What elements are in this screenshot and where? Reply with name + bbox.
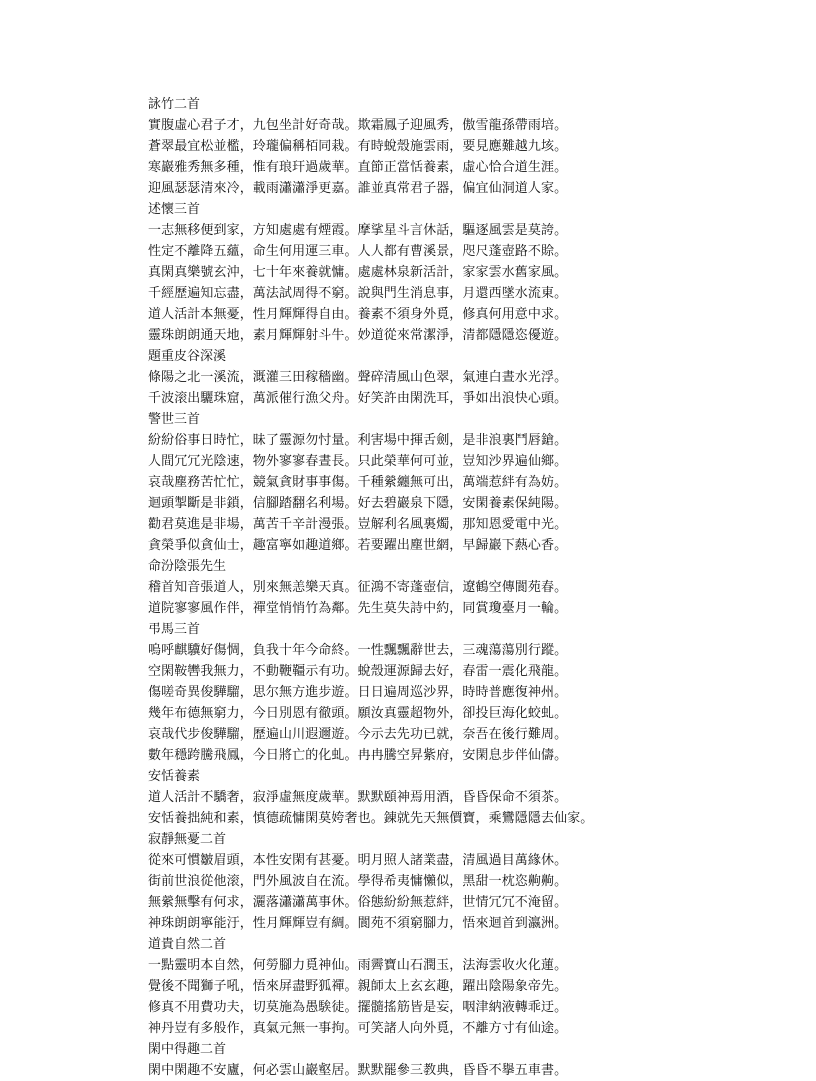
poem-line: 道人活計不驕奢，寂淨虛無度歲華。默默頤神焉用酒，昏昏保命不須茶。	[148, 790, 568, 805]
poem-line: 勸君莫進是非場，萬苦千辛計漫張。豈解利名風裏燭，那知恩愛電中光。	[148, 517, 568, 532]
poem-title: 警世三首	[148, 412, 201, 427]
poem-title: 道貴自然二首	[148, 937, 227, 952]
poem-line: 稽首知音張道人，別來無恙樂天真。征鴻不寄蓬壺信，遼鶴空傳閬苑春。	[148, 580, 568, 595]
poem-line: 神珠朗朗寧能汙，性月輝輝豈有綢。閬苑不須窮腳力，悟來迴首到瀛洲。	[148, 916, 568, 931]
poem-line: 紛紛俗事日時忙，昧了靈源勿忖量。利害場中揮舌劍，是非浪裏鬥唇鎗。	[148, 433, 568, 448]
poem-line: 人間冗冗光陰速，物外寥寥春晝長。只此榮華何可並，豈知沙界遍仙鄉。	[148, 454, 568, 469]
poem-line: 覺後不聞獅子吼，悟來屏盡野狐禪。親師太上玄玄趣，躍出陰陽象帝先。	[148, 979, 568, 994]
poem-line: 從來可慣皺眉頭，本性安閑有甚憂。明月照人諸業盡，清風過目萬緣休。	[148, 853, 568, 868]
poem-line: 真閑真樂號玄沖，七十年來養就慵。處處林泉新活計，家家雲水舊家風。	[148, 265, 568, 280]
poem-line: 一點靈明本自然，何勞腳力覓神仙。雨霽寶山石潤玉，法海雲收火化蓮。	[148, 958, 568, 973]
poem-line: 寒巖雅秀無多種，惟有琅玕過歲華。直節正當恬養素，虛心恰合道生涯。	[148, 160, 568, 175]
poem-line: 數年穩跨騰飛鳳，今日將亡的化虬。冉冉騰空昇紫府，安閑息步伴仙儔。	[148, 748, 568, 763]
poem-line: 傷嗟奇異俊驊騮，思尔無方進步遊。日日遍周巡沙界，時時普應復神州。	[148, 685, 568, 700]
poem-title: 閑中得趣二首	[148, 1042, 227, 1057]
poem-title: 命汾陰張先生	[148, 559, 227, 574]
poem-line: 街前世浪從他滚，門外風波自在流。學得希夷慵懶似，黑甜一枕恣齁齁。	[148, 874, 568, 889]
poem-title: 述懷三首	[148, 202, 201, 217]
poem-line: 一志無移便到家，方知處處有煙霞。摩挲星斗言休話，驅逐風雲是莫誇。	[148, 223, 568, 238]
poem-line: 千波滚出驪珠窟，萬派催行漁父舟。好笑許由閑洗耳，爭如出浪快心頭。	[148, 391, 568, 406]
poem-line: 神丹豈有多般作，真氣元無一事拘。可笑諸人向外覓，不離方寸有仙途。	[148, 1021, 568, 1036]
poem-line: 安恬養拙純和素，慎德疏慵閑莫姱奢也。錬就先天無價寶，乘鸞隱隱去仙家。	[148, 811, 594, 826]
poem-line: 千經歷遍知忘盡，萬法試周得不窮。說與門生消息事，月還西墜水流東。	[148, 286, 568, 301]
poem-title: 詠竹二首	[148, 97, 201, 112]
poem-line: 哀哉代步俊驊騮，歷遍山川遐邇遊。今示去先功已就，奈吾在後行難周。	[148, 727, 568, 742]
poem-title: 題重皮谷深溪	[148, 349, 227, 364]
poem-line: 修真不用費功夫，切莫施為愚騃徒。擺髓搖筋皆是妄，咽津納液轉乖迂。	[148, 1000, 568, 1015]
poem-line: 哀哉塵務苦忙忙，競氣貪財事事傷。千種縈纏無可出，萬端惹絆有為妨。	[148, 475, 568, 490]
poem-title: 寂靜無憂二首	[148, 832, 227, 847]
poem-line: 條陽之北一溪流，溉灌三田稼穡幽。聲碎清風山色翠，氣連白晝水光浮。	[148, 370, 568, 385]
poem-line: 迴頭掣斷是非鎖，信腳踏翻名利場。好去碧巖泉下隱，安閑養素保純陽。	[148, 496, 568, 511]
poem-line: 空閑鞍轡我無力，不動鞭韁示有功。蛻殼運源歸去好，春雷一震化飛龍。	[148, 664, 568, 679]
document-page	[148, 94, 668, 1081]
poem-title: 安恬養素	[148, 769, 201, 784]
poem-line: 嗚呼麒驥好傷惆，負我十年今命終。一性飄飄辭世去，三魂蕩蕩別行蹤。	[148, 643, 568, 658]
poem-line: 道人活計本無憂，性月輝輝得自由。養素不須身外覓，修真何用意中求。	[148, 307, 568, 322]
poem-line: 幾年布德無窮力，今日別恩有徹頭。願汝真靈超物外，卻投巨海化蛟虬。	[148, 706, 568, 721]
poem-line: 靈珠朗朗通天地，素月輝輝射斗牛。妙道從來常潔淨，清都隱隱恣優遊。	[148, 328, 568, 343]
poem-line: 性定不離降五蘊，命生何用運三車。人人都有曹溪景，咫尺蓬壺路不賒。	[148, 244, 568, 259]
poem-line: 道院寥寥風作伴，禪堂悄悄竹為鄰。先生莫失詩中約，同賞瓊臺月一輪。	[148, 601, 568, 616]
poem-title: 弔馬三首	[148, 622, 201, 637]
poem-line: 貪榮爭似貪仙士，趣富寧如趣道鄉。若要躍出塵世網，早歸巖下爇心香。	[148, 538, 568, 553]
poem-line: 無縈無擊有何求，灑落瀟瀟萬事休。俗態紛紛無惹絆，世情冗冗不淹留。	[148, 895, 568, 910]
poem-line: 迎風瑟瑟清來冷，載雨瀟瀟淨更嘉。誰並真常君子器，偏宜仙洞道人家。	[148, 181, 568, 196]
poem-line: 蒼翠最宜松並檻，玲瓏偏稱栢同栽。有時蛻殼施雲雨，要見應難越九垓。	[148, 139, 568, 154]
poem-line: 實腹虛心君子才，九包坐計好奇哉。欺霜鳳子迎風秀，傲雪龍孫帶雨培。	[148, 118, 568, 133]
poem-line: 閑中閑趣不安廬，何必雲山巖壑居。默默罷參三教典，昏昏不擧五車書。	[148, 1063, 568, 1078]
